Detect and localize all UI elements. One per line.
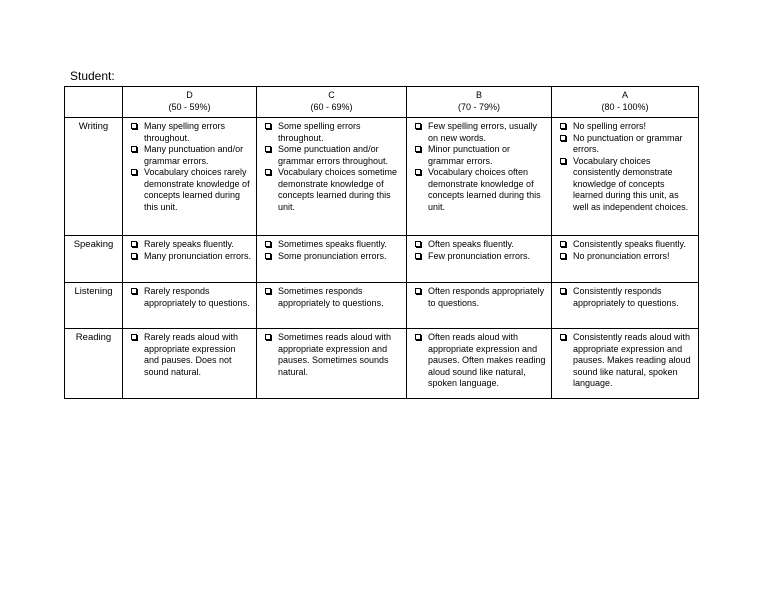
criteria-text: Few pronunciation errors. xyxy=(428,250,531,261)
criteria-text: Many pronunciation errors. xyxy=(144,250,252,261)
criteria-cell xyxy=(407,283,552,329)
grade-letter: C xyxy=(328,90,335,100)
criteria-text: No spelling errors! xyxy=(573,121,647,131)
checkbox-bullet-icon xyxy=(560,123,566,129)
criteria-item xyxy=(261,121,402,144)
criteria-item xyxy=(411,121,547,144)
criteria-text: Vocabulary choices rarely demonstrate knowledge of concepts learned during this unit. xyxy=(144,167,250,212)
grade-letter: A xyxy=(621,90,628,100)
checkbox-bullet-icon xyxy=(560,135,566,141)
criteria-list xyxy=(127,121,252,213)
checkbox-bullet-icon xyxy=(560,158,566,164)
criteria-cell xyxy=(257,236,407,283)
criteria-text: Consistently responds appropriately to questions. xyxy=(573,286,679,308)
checkbox-bullet-icon xyxy=(131,146,137,152)
checkbox-bullet-icon xyxy=(560,334,566,340)
criteria-cell xyxy=(552,236,699,283)
criteria-text: Some spelling errors throughout. xyxy=(278,121,361,143)
criteria-item xyxy=(556,156,694,214)
criteria-text: No pronunciation errors! xyxy=(573,250,670,261)
grade-range: (70 - 79%) xyxy=(457,101,501,112)
criteria-list xyxy=(261,332,402,378)
criteria-item xyxy=(411,239,547,251)
criteria-text: Often reads aloud with appropriate expression and pauses. Often makes reading aloud sound like natural, spoken language. xyxy=(428,332,546,388)
criteria-text: Some pronunciation errors. xyxy=(278,250,387,261)
criteria-text: Rarely responds appropriately to questions. xyxy=(144,286,250,308)
criteria-cell xyxy=(257,329,407,399)
criteria-item xyxy=(261,144,402,167)
category-label: Reading xyxy=(65,329,123,399)
grade-range: (80 - 100%) xyxy=(601,101,649,112)
criteria-list xyxy=(261,239,402,262)
criteria-list xyxy=(556,332,694,390)
checkbox-bullet-icon xyxy=(131,288,137,294)
criteria-text: Many spelling errors throughout. xyxy=(144,121,226,143)
checkbox-bullet-icon xyxy=(415,241,421,247)
criteria-item xyxy=(556,286,694,309)
checkbox-bullet-icon xyxy=(415,169,421,175)
criteria-list xyxy=(411,239,547,262)
rubric-table xyxy=(64,86,699,399)
criteria-item xyxy=(127,286,252,309)
rubric-row-reading xyxy=(65,329,699,399)
criteria-list xyxy=(127,332,252,378)
checkbox-bullet-icon xyxy=(415,123,421,129)
category-label: Listening xyxy=(65,283,123,329)
criteria-item xyxy=(127,121,252,144)
criteria-text: Vocabulary choices sometime demonstrate knowledge of concepts learned during this unit. xyxy=(278,167,398,212)
criteria-cell xyxy=(552,118,699,236)
criteria-item xyxy=(261,286,402,309)
criteria-item xyxy=(556,121,694,133)
checkbox-bullet-icon xyxy=(265,253,271,259)
checkbox-bullet-icon xyxy=(131,241,137,247)
category-label: Writing xyxy=(65,118,123,236)
criteria-list xyxy=(411,121,547,213)
criteria-cell xyxy=(552,283,699,329)
grade-header-d xyxy=(123,87,257,118)
grade-header-b xyxy=(407,87,552,118)
criteria-text: Vocabulary choices consistently demonstrate knowledge of concepts learned during this unit, as well as independent choices. xyxy=(573,155,689,212)
criteria-item xyxy=(556,251,694,263)
criteria-item xyxy=(261,251,402,263)
criteria-text: Some punctuation and/or grammar errors throughout. xyxy=(278,144,389,166)
checkbox-bullet-icon xyxy=(415,288,421,294)
checkbox-bullet-icon xyxy=(131,169,137,175)
criteria-text: Rarely speaks fluently. xyxy=(144,239,234,249)
criteria-text: Many punctuation and/or grammar errors. xyxy=(144,144,244,166)
criteria-item xyxy=(127,239,252,251)
criteria-cell xyxy=(407,329,552,399)
category-label: Speaking xyxy=(65,236,123,283)
criteria-cell xyxy=(552,329,699,399)
grade-range: (60 - 69%) xyxy=(310,101,353,112)
checkbox-bullet-icon xyxy=(560,253,566,259)
criteria-text: Sometimes responds appropriately to questions. xyxy=(278,286,384,308)
criteria-list xyxy=(127,286,252,309)
criteria-cell xyxy=(123,118,257,236)
criteria-text: Few spelling errors, usually on new words. xyxy=(428,121,538,143)
criteria-item xyxy=(411,332,547,390)
checkbox-bullet-icon xyxy=(131,253,137,259)
checkbox-bullet-icon xyxy=(265,146,271,152)
rubric-row-listening xyxy=(65,283,699,329)
criteria-item xyxy=(411,251,547,263)
criteria-list xyxy=(556,239,694,262)
criteria-item xyxy=(411,286,547,309)
criteria-cell xyxy=(407,118,552,236)
grade-letter: D xyxy=(186,90,193,100)
checkbox-bullet-icon xyxy=(265,288,271,294)
checkbox-bullet-icon xyxy=(415,146,421,152)
criteria-cell xyxy=(257,118,407,236)
criteria-cell xyxy=(407,236,552,283)
criteria-text: No punctuation or grammar errors. xyxy=(573,132,683,154)
criteria-list xyxy=(261,286,402,309)
criteria-cell xyxy=(123,329,257,399)
criteria-item xyxy=(411,144,547,167)
criteria-cell xyxy=(123,236,257,283)
corner-cell xyxy=(65,87,123,118)
criteria-text: Consistently speaks fluently. xyxy=(573,239,686,249)
criteria-list xyxy=(556,121,694,213)
criteria-text: Often speaks fluently. xyxy=(428,239,514,249)
criteria-text: Consistently reads aloud with appropriate expression and pauses. Makes reading aloud sound like natural, spoken language. xyxy=(573,332,691,388)
criteria-text: Minor punctuation or grammar errors. xyxy=(428,144,511,166)
student-label: Student: xyxy=(70,69,115,83)
checkbox-bullet-icon xyxy=(560,241,566,247)
rubric-row-writing xyxy=(65,118,699,236)
checkbox-bullet-icon xyxy=(131,123,137,129)
criteria-cell xyxy=(123,283,257,329)
grade-letter: B xyxy=(475,90,482,100)
criteria-item xyxy=(127,251,252,263)
checkbox-bullet-icon xyxy=(560,288,566,294)
grade-header-a xyxy=(552,87,699,118)
criteria-item xyxy=(127,144,252,167)
criteria-item xyxy=(411,167,547,213)
criteria-list xyxy=(556,286,694,309)
criteria-list xyxy=(411,286,547,309)
checkbox-bullet-icon xyxy=(265,169,271,175)
checkbox-bullet-icon xyxy=(265,334,271,340)
grade-range: (50 - 59%) xyxy=(168,101,211,112)
criteria-item xyxy=(261,332,402,378)
checkbox-bullet-icon xyxy=(131,334,137,340)
criteria-item xyxy=(261,167,402,213)
criteria-list xyxy=(127,239,252,262)
checkbox-bullet-icon xyxy=(415,253,421,259)
criteria-text: Sometimes reads aloud with appropriate expression and pauses. Sometimes sounds natural. xyxy=(278,332,392,377)
criteria-list xyxy=(411,332,547,390)
criteria-text: Vocabulary choices often demonstrate knowledge of concepts learned during this unit. xyxy=(428,167,541,212)
criteria-text: Rarely reads aloud with appropriate expression and pauses. Does not sound natural. xyxy=(144,332,239,377)
criteria-cell xyxy=(257,283,407,329)
grade-header-c xyxy=(257,87,407,118)
criteria-item xyxy=(127,332,252,378)
checkbox-bullet-icon xyxy=(265,123,271,129)
criteria-text: Sometimes speaks fluently. xyxy=(278,239,387,249)
criteria-text: Often responds appropriately to questions. xyxy=(428,286,545,308)
criteria-item xyxy=(127,167,252,213)
grade-header-row xyxy=(65,87,699,118)
criteria-item xyxy=(261,239,402,251)
criteria-item xyxy=(556,239,694,251)
checkbox-bullet-icon xyxy=(415,334,421,340)
checkbox-bullet-icon xyxy=(265,241,271,247)
criteria-list xyxy=(261,121,402,213)
criteria-item xyxy=(556,133,694,156)
rubric-row-speaking xyxy=(65,236,699,283)
criteria-item xyxy=(556,332,694,390)
